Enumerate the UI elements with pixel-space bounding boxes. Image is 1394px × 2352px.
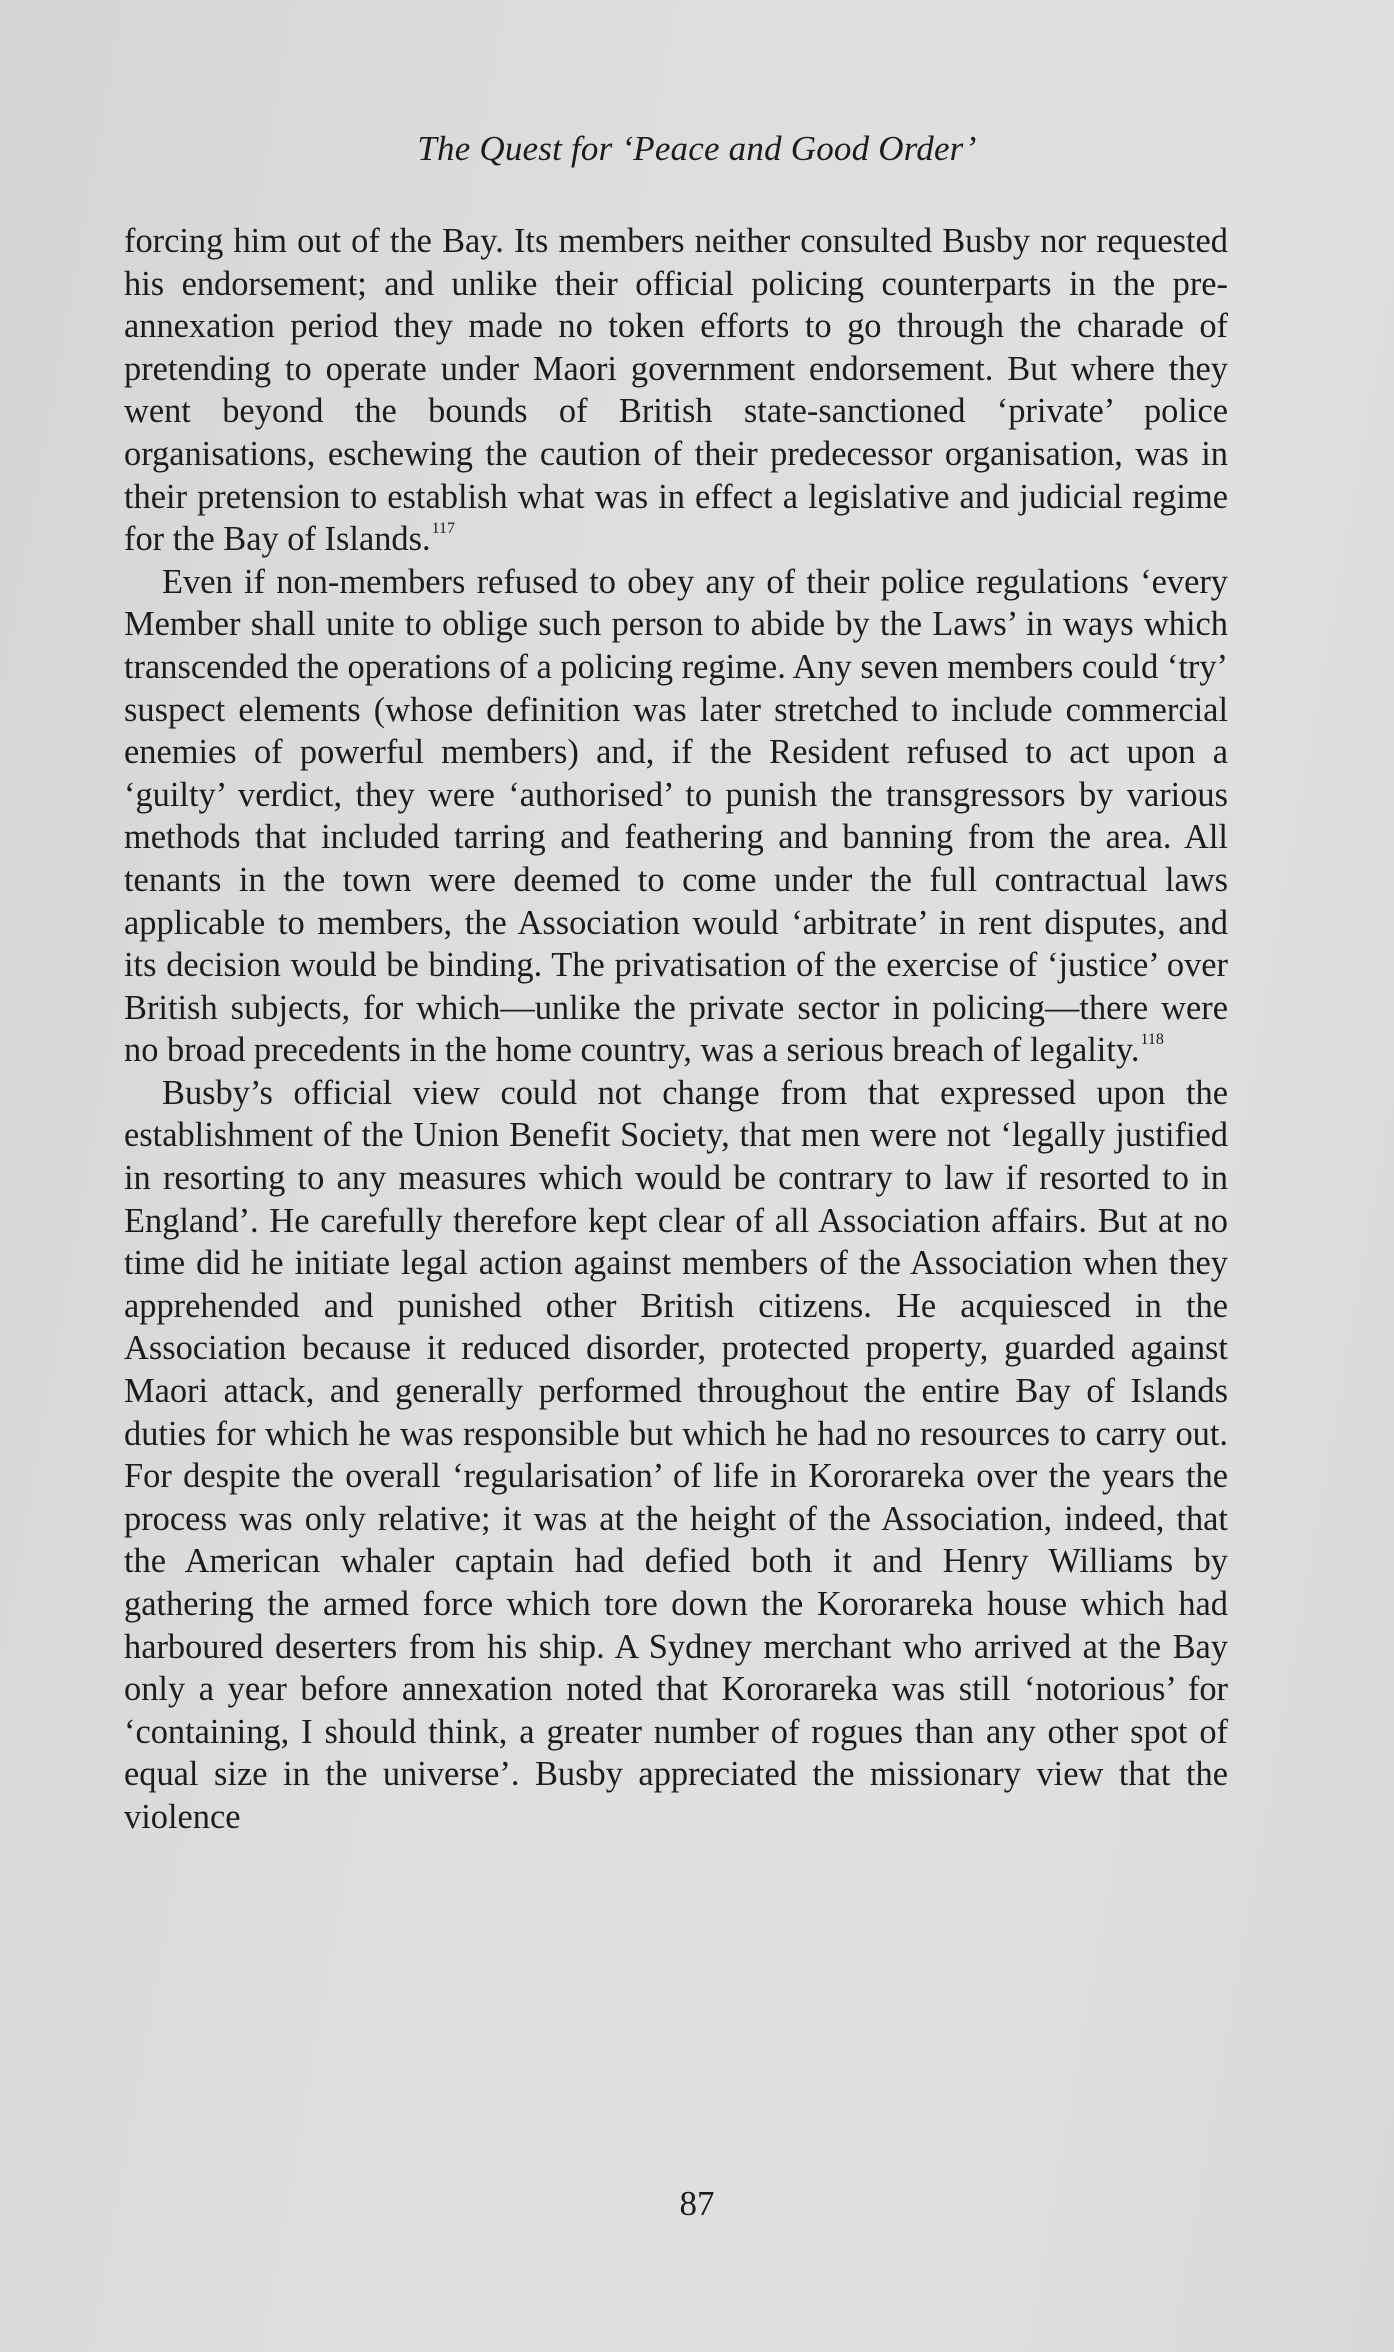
paragraph-2-text: Even if non-members refused to obey any of their police regulations ‘every Member shall unite to oblige such person to abide by the Laws’ in ways which transcended the operations of a policing regime. Any seven members could ‘try’ suspect elements (whose definition was later stretched to include commercial enemies of powerful members) and, if the Resident refused to act upon a ‘guilty’ verdict, they were ‘authorised’ to punish the transgressors by various methods that included tarring and feathering and banning from the area. All tenants in the town were deemed to come under the full contractual laws applicable to members, the Association would ‘arbitrate’ in rent disputes, and its decision would be binding. The privatisation of the exercise of ‘justice’ over British subjects, for which—unlike the private sector in policing—there were no broad precedents in the home country, was a serious breach of legality. bbox=[124, 562, 1228, 1070]
footnote-ref-117: 117 bbox=[431, 520, 455, 538]
paragraph-3-text: Busby’s official view could not change from that expressed upon the establishment of the Union Benefit Society, that men were not ‘legally justified in resorting to any measures which would be contrary to law if resorted to in England’. He carefully therefore kept clear of all Association affairs. But at no time did he initiate legal action against members of the Association when they apprehended and punished other British citizens. He acquiesced in the Association because it reduced disorder, protected property, guarded against Maori attack, and generally performed throughout the entire Bay of Islands duties for which he was responsible but which he had no resources to carry out. For despite the overall ‘regularisation’ of life in Kororareka over the years the process was only relative; it was at the height of the Association, indeed, that the American whaler captain had defied both it and Henry Williams by gathering the armed force which tore down the Kororareka house which had harboured deserters from his ship. A Sydney merchant who arrived at the Bay only a year before annexation noted that Kororareka was still ‘notorious’ for ‘containing, I should think, a greater number of rogues than any other spot of equal size in the universe’. Busby appreciated the missionary view that the violence bbox=[124, 1073, 1228, 1836]
running-head: The Quest for ‘Peace and Good Order’ bbox=[417, 129, 977, 168]
paragraph-1-text: forcing him out of the Bay. Its members neither consulted Busby nor requested his endorsement; and unlike their official policing counterparts in the pre-annexation period they made no token efforts to go through the charade of pretending to operate under Maori government endorsement. But where they went beyond the bounds of British state-sanctioned ‘private’ police organisations, eschewing the caution of their predecessor organisation, was in their pretension to establish what was in effect a legislative and judicial regime for the Bay of Islands. bbox=[124, 222, 1228, 559]
paragraph-1 bbox=[124, 220, 1228, 561]
footnote-ref-118: 118 bbox=[1140, 1031, 1164, 1049]
paragraph-2 bbox=[124, 561, 1228, 1072]
paragraph-3 bbox=[124, 1072, 1228, 1839]
page-number: 87 bbox=[679, 2184, 715, 2223]
body-text bbox=[124, 220, 1228, 1839]
